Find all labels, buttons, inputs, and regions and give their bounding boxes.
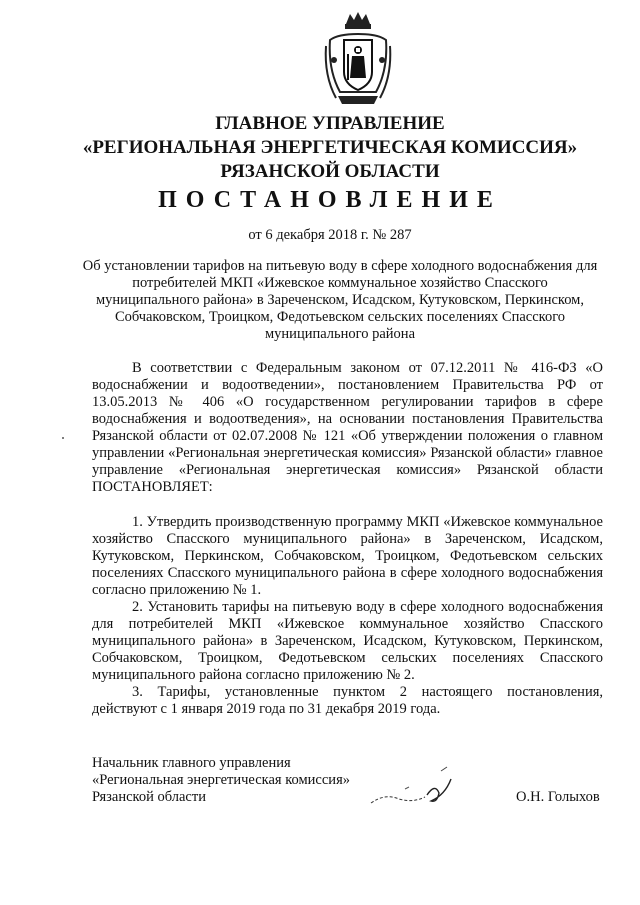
- resolution-item: 2. Установить тарифы на питьевую воду в сфере холодного водоснабжения для потребителей МКП «Ижевское коммунальное хозяйство Спасского муниципального района» в Зареченском, Исадском, Кутуковском, Перкинском, Собчаковском, Троицком, Федотьевском сельских поселениях Спасского муниципального района согласно приложению № 2.: [92, 599, 603, 683]
- document-type-title: ПОСТАНОВЛЕНИЕ: [158, 187, 502, 213]
- document-subject: Об установлении тарифов на питьевую воду в сфере холодного водоснабжения для потребителей МКП «Ижевское коммунальное хозяйство Спасского муниципального района» в Зареченском, Исадском, Кутуковском, Перкинском, Собчаковском, Троицком, Федотьевском сельских поселениях Спасского муниципального района: [82, 258, 598, 342]
- organization-name: [60, 112, 600, 184]
- document-date-number: от 6 декабря 2018 г. № 287: [248, 227, 412, 243]
- ryazan-coat-of-arms-icon: [318, 10, 398, 110]
- position-line: Начальник главного управления: [92, 755, 291, 771]
- handwritten-signature-icon: [365, 765, 460, 810]
- resolution-item: 1. Утвердить производственную программу МКП «Ижевское коммунальное хозяйство Спасского муниципального района» в Зареченском, Исадском, Кутуковском, Перкинском, Собчаковском, Троицком, Федотьевском сельских поселениях Спасского муниципального района в сфере холодного водоснабжения согласно приложению № 1.: [92, 514, 603, 598]
- signer-name: О.Н. Голыхов: [516, 789, 600, 805]
- resolution-item: 3. Тарифы, установленные пунктом 2 настоящего постановления, действуют с 1 января 2019 года по 31 декабря 2019 года.: [92, 684, 603, 717]
- org-line: ГЛАВНОЕ УПРАВЛЕНИЕ: [215, 113, 445, 134]
- position-line: «Региональная энергетическая комиссия»: [92, 772, 350, 788]
- scan-speck: [62, 437, 64, 439]
- resolution-items: [92, 514, 603, 718]
- preamble-paragraph: В соответствии с Федеральным законом от 07.12.2011 № 416-ФЗ «О водоснабжении и водоотведении», постановлением Правительства РФ от 13.05.2013 № 406 «О государственном регулировании тарифов в сфере водоснабжения и водоотведения», на основании постановления Правительства Рязанской области от 02.07.2008 № 121 «Об утверждении положения о главном управлении «Региональная энергетическая комиссия» Рязанской области» главное управление «Региональная энергетическая комиссия» Рязанской области ПОСТАНОВЛЯЕТ:: [92, 360, 603, 495]
- signatory-position: [92, 755, 350, 806]
- org-line: «РЕГИОНАЛЬНАЯ ЭНЕРГЕТИЧЕСКАЯ КОМИССИЯ»: [82, 137, 578, 158]
- position-line: Рязанской области: [92, 789, 206, 805]
- org-line: РЯЗАНСКОЙ ОБЛАСТИ: [220, 161, 440, 182]
